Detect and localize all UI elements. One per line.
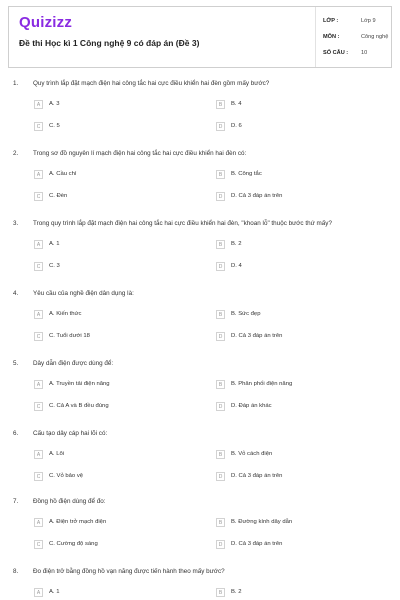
meta-key: LỚP :	[323, 18, 339, 24]
worksheet-meta	[315, 7, 393, 67]
option-letter-box: C	[34, 122, 43, 131]
question-number: 1.	[13, 80, 19, 87]
option-text: A. Kiến thức	[49, 311, 82, 317]
option-text: C. Vỏ bảo vệ	[49, 473, 84, 479]
option-letter-box: C	[34, 472, 43, 481]
option-letter-box: C	[34, 540, 43, 549]
option-text: D. Cả 3 đáp án trên	[231, 333, 283, 339]
question-text: Dây dẫn điện được dùng để:	[33, 360, 114, 367]
worksheet-title: Đề thi Học kì 1 Công nghệ 9 có đáp án (Đề 3)	[19, 38, 200, 48]
option-letter-box: B	[216, 170, 225, 179]
option-text: C. Cả A và B đều đúng	[49, 403, 109, 409]
question-number: 6.	[13, 430, 19, 437]
option-letter-box: A	[34, 588, 43, 597]
option-text: D. Cả 3 đáp án trên	[231, 473, 283, 479]
option-text: B. 2	[231, 241, 242, 247]
option-text: A. Cầu chì	[49, 171, 77, 177]
option-text: B. Công tắc	[231, 171, 262, 177]
option-letter-box: A	[34, 310, 43, 319]
option-letter-box: A	[34, 380, 43, 389]
option-letter-box: D	[216, 332, 225, 341]
option-letter-box: B	[216, 450, 225, 459]
question-number: 2.	[13, 150, 19, 157]
option-letter-box: B	[216, 100, 225, 109]
option-letter-box: D	[216, 262, 225, 271]
question-number: 3.	[13, 220, 19, 227]
option-text: B. Phân phối điện năng	[231, 381, 293, 387]
option-text: B. Đường kính dây dẫn	[231, 519, 293, 525]
option-letter-box: D	[216, 122, 225, 131]
question-text: Quy trình lắp đặt mạch điện hai công tắc hai cực điều khiển hai đèn gồm mấy bước?	[33, 80, 270, 87]
option-letter-box: B	[216, 518, 225, 527]
option-text: B. 4	[231, 101, 242, 107]
meta-value: Lớp 9	[361, 18, 376, 24]
meta-key: MÔN :	[323, 34, 340, 40]
option-text: B. Vỏ cách điện	[231, 451, 273, 457]
option-text: C. Cường độ sáng	[49, 541, 98, 547]
meta-key: SỐ CÂU :	[323, 50, 349, 56]
question-text: Yêu cầu của nghề điện dân dụng là:	[33, 290, 134, 297]
option-text: A. Lõi	[49, 451, 65, 457]
option-text: A. Điện trở mạch điện	[49, 519, 107, 525]
question-text: Cấu tạo dây cáp hai lõi có:	[33, 430, 108, 437]
option-text: A. 1	[49, 589, 60, 595]
option-letter-box: D	[216, 540, 225, 549]
option-letter-box: D	[216, 472, 225, 481]
option-text: D. Cả 3 đáp án trên	[231, 541, 283, 547]
option-letter-box: D	[216, 192, 225, 201]
question-text: Trong sơ đồ nguyên lí mạch điện hai công tắc hai cực điều khiển hai đèn có:	[33, 150, 247, 157]
question-number: 8.	[13, 568, 19, 575]
option-letter-box: B	[216, 380, 225, 389]
question-text: Trong quy trình lắp đặt mạch điện hai công tắc hai cực điều khiển hai đèn, "khoan lỗ" thuộc bước thứ mấy?	[33, 220, 332, 227]
option-letter-box: B	[216, 588, 225, 597]
option-text: A. Truyền tải điện năng	[49, 381, 110, 387]
option-letter-box: C	[34, 402, 43, 411]
option-text: C. Đèn	[49, 193, 68, 199]
worksheet-header	[8, 6, 392, 68]
meta-value: 10	[361, 50, 368, 56]
option-letter-box: A	[34, 240, 43, 249]
question-number: 5.	[13, 360, 19, 367]
option-letter-box: C	[34, 262, 43, 271]
option-text: C. Tuổi dưới 18	[49, 333, 90, 339]
quizizz-logo: Quizizz	[19, 14, 73, 31]
option-text: D. 6	[231, 123, 242, 129]
option-letter-box: A	[34, 100, 43, 109]
question-number: 7.	[13, 498, 19, 505]
option-text: A. 3	[49, 101, 60, 107]
option-letter-box: C	[34, 192, 43, 201]
option-letter-box: B	[216, 310, 225, 319]
option-text: B. Sức đẹp	[231, 311, 261, 317]
option-letter-box: A	[34, 450, 43, 459]
option-text: D. Cả 3 đáp án trên	[231, 193, 283, 199]
meta-value: Công nghệ	[361, 34, 389, 40]
option-text: D. 4	[231, 263, 242, 269]
option-letter-box: B	[216, 240, 225, 249]
question-text: Đồng hồ điện dùng để đo:	[33, 498, 106, 505]
option-letter-box: C	[34, 332, 43, 341]
question-number: 4.	[13, 290, 19, 297]
option-letter-box: A	[34, 170, 43, 179]
option-text: C. 5	[49, 123, 60, 129]
option-text: B. 2	[231, 589, 242, 595]
option-text: A. 1	[49, 241, 60, 247]
option-letter-box: A	[34, 518, 43, 527]
option-letter-box: D	[216, 402, 225, 411]
question-text: Đo điện trở bằng đồng hồ vạn năng được tiến hành theo mấy bước?	[33, 568, 225, 575]
option-text: D. Đáp án khác	[231, 403, 272, 409]
option-text: C. 3	[49, 263, 60, 269]
